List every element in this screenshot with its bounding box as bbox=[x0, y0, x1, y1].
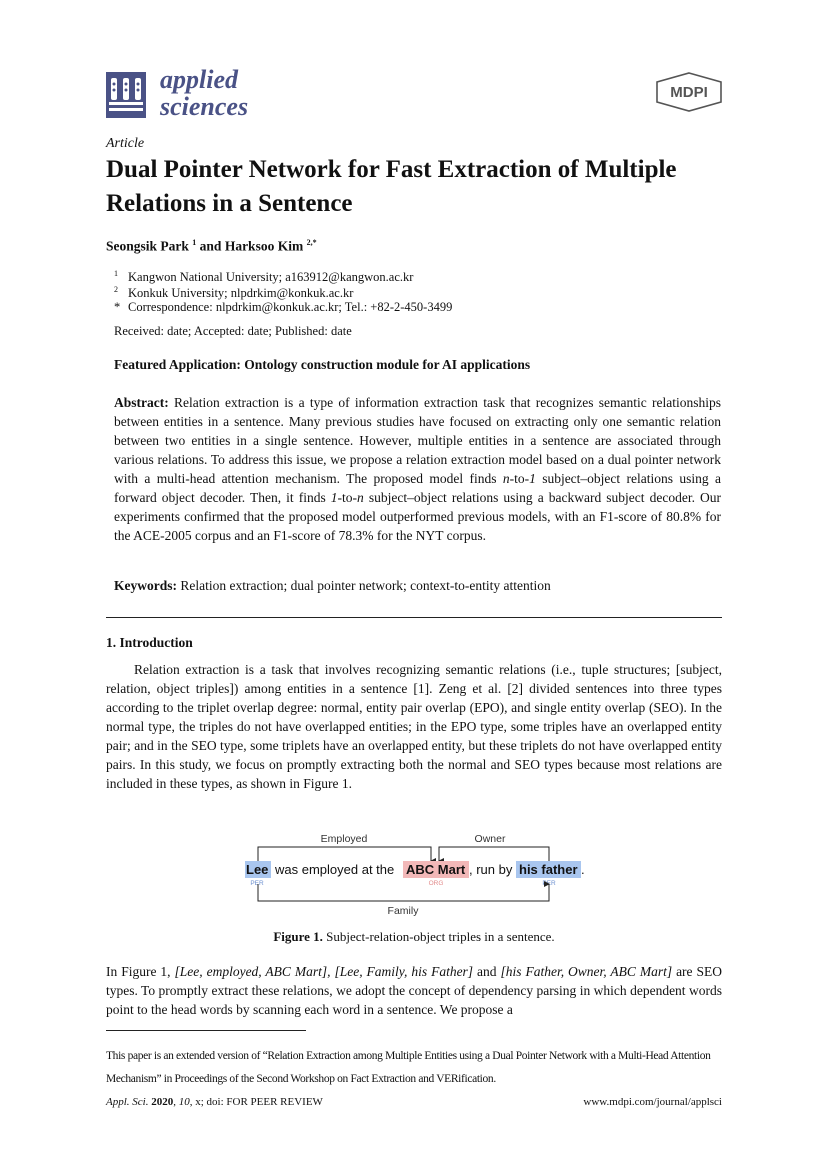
section-divider bbox=[106, 617, 722, 618]
para2-italic-2: [his Father, Owner, ABC Mart] bbox=[500, 964, 673, 979]
para2-text-a: In Figure 1, bbox=[106, 964, 175, 979]
author-2: Harksoo Kim bbox=[224, 238, 304, 254]
abstract-label: Abstract: bbox=[114, 395, 169, 410]
relation-label-family: Family bbox=[387, 905, 419, 917]
footer-year: 2020 bbox=[151, 1096, 174, 1108]
footnote: This paper is an extended version of “Relation Extraction among Multiple Entities using a Dual Pointer Network with a Multi-Head Attention Mechanism” in Proceedings of the Second Workshop on Fact Extraction and VERification. bbox=[106, 1050, 711, 1085]
intro-text: Relation extraction is a task that involves recognizing semantic relations (i.e., tuple structures; [subject, relation, object triples]) among entities in a sentence [1]. Zeng et al. [2] divided sentences into three types according to the triplet overlap degree: normal, entity pair overlap (EPO), and single entity overlap (SEO). In the normal type, the triples do not have overlapped entities; in the EPO type, some triples have an overlapped entity pair; and in the SEO type, some triplets have an overlapped entity, but these triplets do not have overlapped entity pairs. In this study, we focus on promptly extracting both the normal and SEO types because most relations are included in these types, as shown in Figure 1. bbox=[106, 662, 722, 791]
paper-title: Dual Pointer Network for Fast Extraction of Multiple Relations in a Sentence bbox=[106, 156, 677, 217]
footer-url[interactable]: www.mdpi.com/journal/applsci bbox=[583, 1096, 722, 1108]
figure-caption bbox=[106, 929, 722, 945]
para2-italic-1: [Lee, employed, ABC Mart], [Lee, Family, his Father] bbox=[174, 964, 474, 979]
publisher-name: MDPI bbox=[670, 84, 708, 101]
abstract-italic-1: 1 bbox=[529, 471, 536, 486]
word-mid2: , run by bbox=[469, 862, 513, 877]
abstract bbox=[114, 393, 721, 545]
abstract-italic-1b: 1 bbox=[330, 490, 338, 505]
footer-citation bbox=[106, 1096, 323, 1108]
word-mid1: was employed at the bbox=[275, 862, 395, 877]
affiliation-2-mark: 2 bbox=[114, 285, 118, 294]
author-1-affil: 1 bbox=[192, 238, 197, 247]
abstract-text-4: -to- bbox=[337, 490, 358, 505]
footer-journal: Appl. Sci. bbox=[106, 1096, 149, 1108]
footnote-rule bbox=[106, 1030, 306, 1031]
correspondence-text: Correspondence: nlpdrkim@konkuk.ac.kr; Tel.: +82-2-450-3499 bbox=[128, 300, 453, 314]
tag-per-lee: PER bbox=[250, 880, 264, 887]
dates: Received: date; Accepted: date; Published: date bbox=[114, 324, 352, 338]
authors bbox=[106, 238, 317, 255]
section-heading: 1. Introduction bbox=[106, 635, 193, 650]
figure-caption-label: Figure 1. bbox=[273, 929, 323, 944]
paragraph-2 bbox=[106, 962, 722, 1019]
featured-application bbox=[114, 357, 530, 373]
word-abc-mart: ABC Mart bbox=[406, 862, 466, 877]
abstract-italic-n: n bbox=[502, 471, 510, 486]
affiliation-1-mark: 1 bbox=[114, 269, 118, 278]
author-2-affil: 2,* bbox=[306, 238, 317, 247]
keywords-label: Keywords: bbox=[114, 578, 177, 593]
para2-text-c: are SEO types. To promptly extract these relations, we adopt the concept of dependency parsing in which dependent words point to the head words by scanning each word in a sentence. We propose a bbox=[106, 964, 723, 1017]
abstract-text-5: subject–object relations using a backward subject decoder. Our experiments confirmed that the proposed model outperformed previous models, with an F1-score of 80.8% for the ACE-2005 corpus and an F1-score of 78.3% for the NYT corpus. bbox=[114, 490, 721, 543]
abstract-italic-nb: n bbox=[357, 490, 364, 505]
featured-text: Ontology construction module for AI applications bbox=[244, 357, 531, 372]
journal-logo-icon bbox=[106, 72, 146, 118]
word-end: . bbox=[581, 862, 585, 877]
publisher-logo bbox=[655, 72, 723, 112]
affiliation-1-text: Kangwon National University; a163912@kangwon.ac.kr bbox=[128, 270, 414, 285]
relation-label-owner: Owner bbox=[474, 833, 506, 845]
relation-label-employed: Employed bbox=[320, 833, 368, 845]
journal-name-line2: sciences bbox=[160, 92, 249, 121]
correspondence-mark: * bbox=[114, 300, 121, 314]
tag-org-abc-mart: ORG bbox=[428, 880, 444, 887]
figure-sentence bbox=[246, 862, 585, 877]
arrow-employed bbox=[258, 847, 431, 861]
figure-caption-text: Subject-relation-object triples in a sentence. bbox=[326, 929, 555, 944]
word-lee: Lee bbox=[246, 862, 269, 877]
arrow-owner bbox=[439, 847, 549, 861]
featured-label: Featured Application: bbox=[114, 357, 241, 372]
author-joiner: and bbox=[199, 238, 222, 254]
abstract-text-1: Relation extraction is a type of information extraction task that recognizes semantic relationships between entities in a sentence. Many previous studies have focused on extracting only one semantic relation between two entities in a single sentence. However, multiple entities in a sentence are associated through various relations. To address this issue, we propose a relation extraction model based on a dual pointer network with a multi-head attention mechanism. The proposed model finds bbox=[114, 395, 722, 486]
keywords-text: Relation extraction; dual pointer network; context-to-entity attention bbox=[180, 578, 551, 593]
abstract-text-2: -to- bbox=[509, 471, 530, 486]
word-his-father: his father bbox=[519, 862, 578, 877]
tag-per-father: PER bbox=[542, 880, 556, 887]
author-1: Seongsik Park bbox=[106, 238, 189, 254]
correspondence bbox=[114, 299, 452, 315]
footer-doi: , x; doi: FOR PEER REVIEW bbox=[189, 1096, 323, 1108]
journal-name bbox=[160, 66, 248, 120]
abstract-text-3: subject–object relations using a forward object decoder. Then, it finds bbox=[114, 471, 721, 505]
intro-paragraph bbox=[106, 660, 722, 793]
footer-volume: 10 bbox=[178, 1096, 190, 1108]
para2-text-b: and bbox=[473, 964, 501, 979]
keywords bbox=[114, 578, 551, 594]
journal-name-line1: applied bbox=[160, 65, 238, 94]
article-type: Article bbox=[106, 136, 145, 151]
footer-sep: , bbox=[173, 1096, 179, 1108]
affiliation-2-text: Konkuk University; nlpdrkim@konkuk.ac.kr bbox=[128, 286, 354, 301]
figure-1 bbox=[240, 828, 588, 924]
arrow-family bbox=[258, 884, 549, 901]
